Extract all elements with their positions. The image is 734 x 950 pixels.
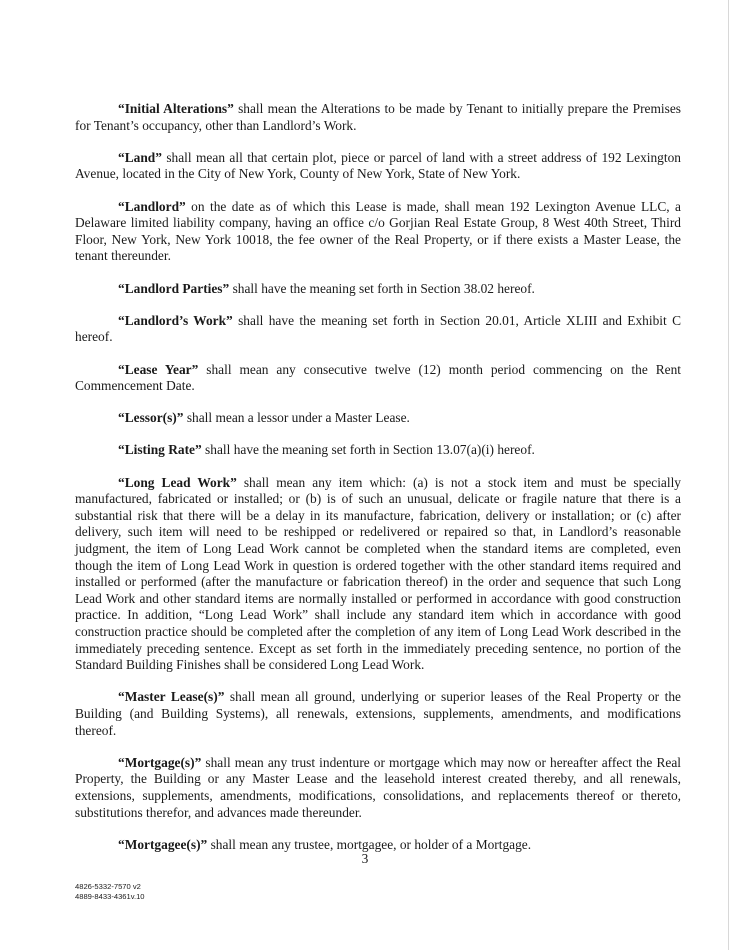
definition-text: shall mean all ground, underlying or superior leases of the Real Property or the Building (and Building Systems), all renewals, extensions, supplements, amendments, and modifications thereof. [75,689,681,738]
definition-mortgagees [75,837,681,854]
doc-id-line: 4826-5332-7570 v2 [75,882,141,891]
definition-landlords-work [75,313,681,346]
definition-landlord-parties [75,281,681,298]
definition-text: shall mean a lessor under a Master Lease. [183,410,410,426]
defined-term: “Lease Year” [118,361,199,377]
definition-text: shall mean any trustee, mortgagee, or holder of a Mortgage. [207,836,532,852]
definitions-section [75,101,681,869]
definition-text: shall have the meaning set forth in Section 13.07(a)(i) hereof. [201,442,535,458]
defined-term: “Landlord Parties” [118,280,230,296]
definition-lessors [75,410,681,427]
defined-term: “Master Lease(s)” [118,689,225,705]
defined-term: “Long Lead Work” [118,474,237,490]
definition-text: shall mean any consecutive twelve (12) month period commencing on the Rent Commencement Date. [75,361,682,394]
defined-term: “Landlord” [118,198,186,214]
definition-text: shall mean any trust indenture or mortgage which may now or hereafter affect the Real Property, the Building or any Master Lease and the leasehold interest created thereby, and all renewals, extensions, supplements, amendments, modifications, consolidations, and replacements thereof or thereto, substitutions therefor, and advances made thereunder. [75,754,681,820]
definition-landlord [75,199,681,265]
definition-text: on the date as of which this Lease is made, shall mean 192 Lexington Avenue LLC, a Delaware limited liability company, having an office c/o Gorjian Real Estate Group, 8 West 40th Street, Third Floor, New York, New York 10018, the fee owner of the Real Property, or if there exists a Master Lease, the tenant thereunder. [75,198,681,264]
defined-term: “Mortgage(s)” [118,754,202,770]
defined-term: “Landlord’s Work” [118,312,233,328]
defined-term: “Lessor(s)” [118,410,184,426]
definition-lease-year [75,362,681,395]
definition-text: shall mean all that certain plot, piece or parcel of land with a street address of 192 Lexington Avenue, located in the City of New York, County of New York, State of New York. [75,149,681,182]
document-identifiers [75,882,145,902]
page-number: 3 [361,851,369,866]
defined-term: “Initial Alterations” [118,101,234,116]
definition-long-lead-work [75,475,681,674]
definition-master-leases [75,689,681,739]
definition-text: shall have the meaning set forth in Section 38.02 hereof. [229,280,535,296]
definition-mortgages [75,755,681,821]
scan-edge-line [728,0,729,950]
defined-term: “Mortgagee(s)” [118,836,208,852]
definition-listing-rate [75,442,681,459]
definition-text: shall have the meaning set forth in Section 20.01, Article XLIII and Exhibit C hereof. [75,312,682,345]
definition-text: shall mean the Alterations to be made by Tenant to initially prepare the Premises for Tenant’s occupancy, other than Landlord’s Work. [75,101,681,133]
definition-initial-alterations [75,101,681,134]
defined-term: “Listing Rate” [118,442,202,458]
defined-term: “Land” [118,149,162,165]
doc-id-line: 4889-8433-4361v.10 [75,892,145,901]
definition-text: shall mean any item which: (a) is not a stock item and must be specially manufactured, fabricated or installed; or (b) is of such an unusual, delicate or fragile nature that there is a substantial risk that there will be a delay in its manufacture, fabrication, delivery or installation; or (c) after delivery, such item will need to be reshipped or redelivered or repaired so that, in Landlord’s reasonable judgment, the item of Long Lead Work cannot be completed when the standard items are completed, even though the item of Long Lead Work in question is ordered together with the other standard items required and installed or performed (after the manufacture or fabrication thereof) in the order and sequence that such Long Lead Work and other standard items are normally installed or performed in accordance with good construction practice. In addition, “Long Lead Work” shall include any standard item which in accordance with good construction practice should be completed after the completion of any item of Long Lead Work described in the immediately preceding sentence. Except as set forth in the immediately preceding sentence, no portion of the Standard Building Finishes shall be considered Long Lead Work. [75,474,682,673]
definition-land [75,150,681,183]
